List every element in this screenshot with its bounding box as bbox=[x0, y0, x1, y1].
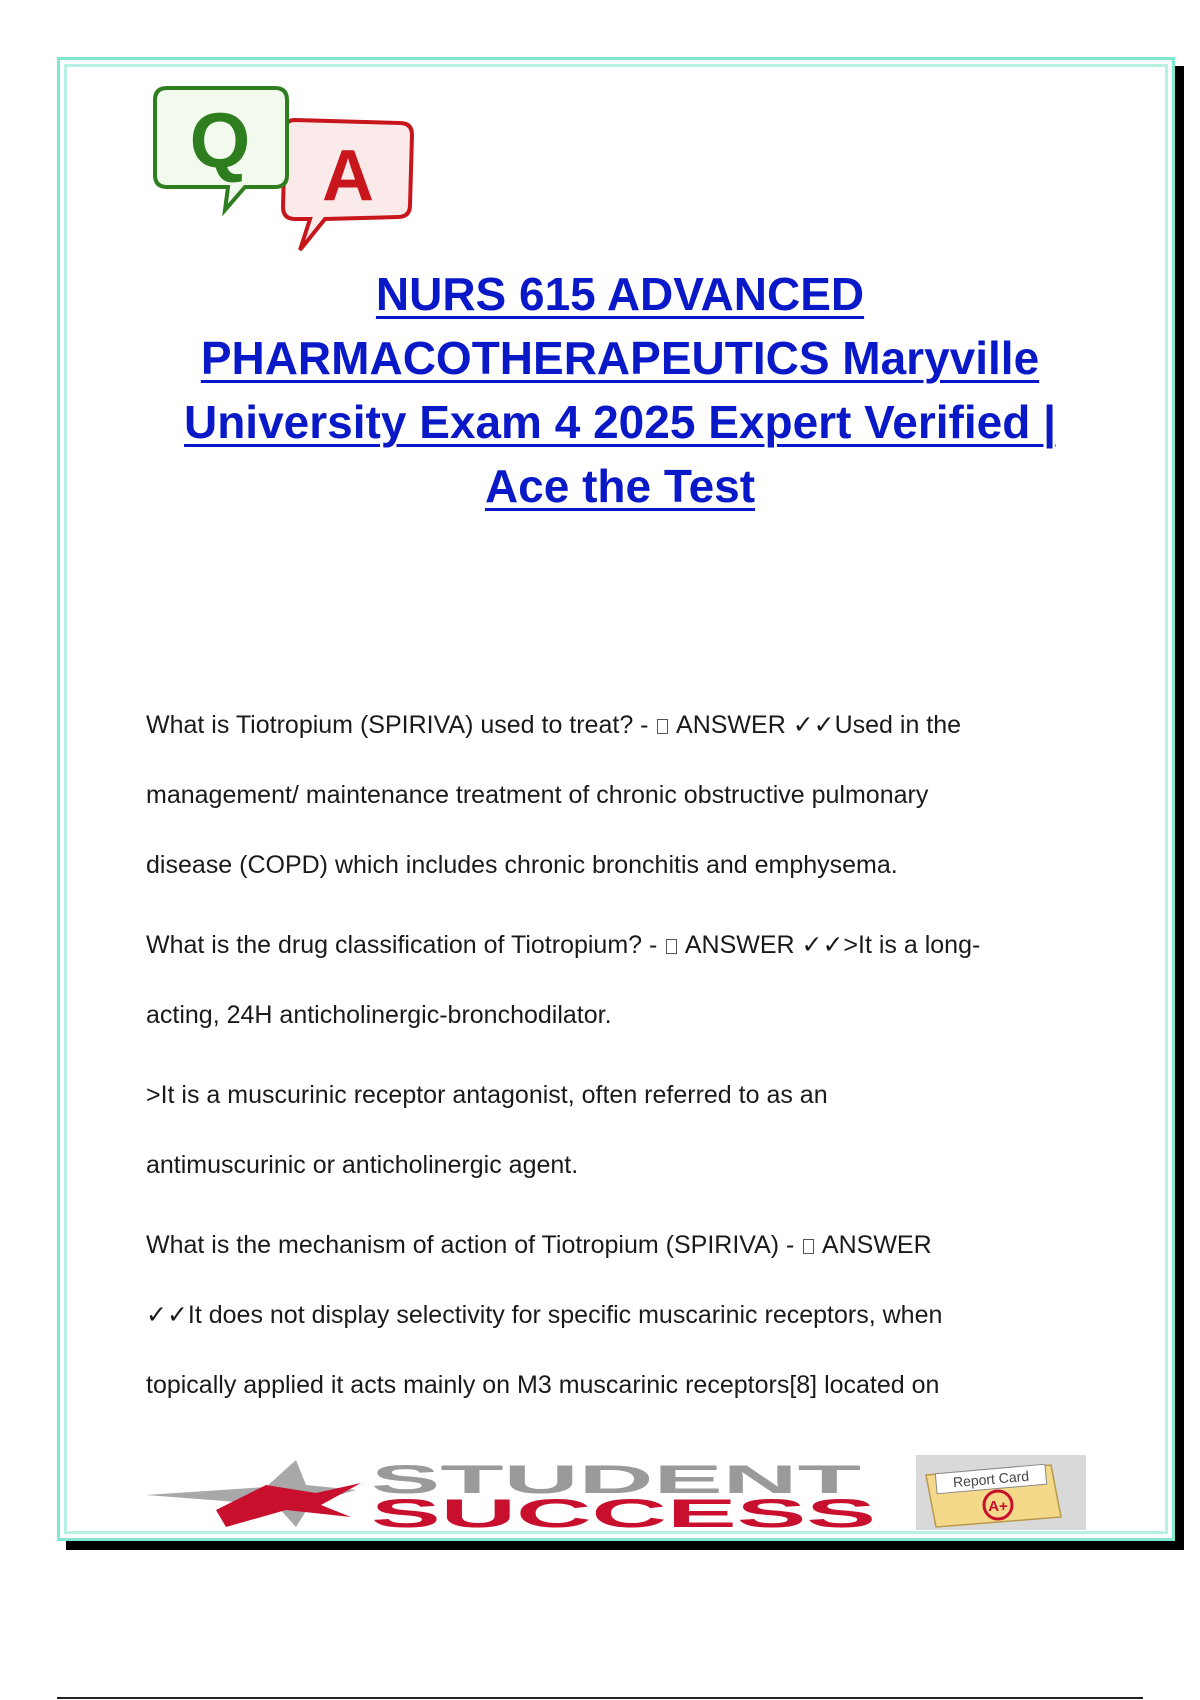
qa-item bbox=[146, 690, 1096, 900]
title-line: NURS 615 ADVANCED bbox=[375, 268, 865, 320]
text-line: ✓✓It does not display selectivity for specific muscarinic receptors, when bbox=[146, 1301, 943, 1329]
q-speech-bubble-icon bbox=[155, 88, 287, 210]
text-line: >It is a muscurinic receptor antagonist, often referred to as an bbox=[146, 1081, 828, 1109]
qa-content bbox=[146, 690, 1096, 1430]
text-line: What is the drug classification of Tiotropium? - ANSWER ✓✓>It is a long- bbox=[146, 931, 981, 959]
qa-item bbox=[146, 1060, 1096, 1200]
text-line: disease (COPD) which includes chronic bronchitis and emphysema. bbox=[146, 851, 898, 879]
star-swoosh-icon bbox=[146, 1460, 361, 1527]
text-line: What is the mechanism of action of Tiotropium (SPIRIVA) - ANSWER bbox=[146, 1231, 932, 1259]
document-title[interactable] bbox=[140, 262, 1100, 518]
text-line: What is Tiotropium (SPIRIVA) used to treat? - ANSWER ✓✓Used in the bbox=[146, 711, 962, 739]
a-speech-bubble-icon bbox=[283, 120, 412, 250]
banner-word-success: SUCCESS bbox=[371, 1492, 876, 1530]
missing-glyph-icon bbox=[803, 1239, 814, 1254]
qa-item bbox=[146, 1210, 1096, 1420]
a-letter: A bbox=[322, 136, 374, 216]
report-card-label: Report Card bbox=[952, 1467, 1030, 1491]
banner-word-student: STUDENT bbox=[371, 1458, 861, 1502]
text-line: antimuscurinic or anticholinergic agent. bbox=[146, 1151, 579, 1179]
student-success-banner bbox=[146, 1455, 1086, 1530]
q-letter: Q bbox=[189, 96, 251, 184]
text-line: management/ maintenance treatment of chronic obstructive pulmonary bbox=[146, 781, 929, 809]
text-line: topically applied it acts mainly on M3 muscarinic receptors[8] located on bbox=[146, 1371, 940, 1399]
qa-item bbox=[146, 910, 1096, 1050]
missing-glyph-icon bbox=[657, 719, 668, 734]
title-line: PHARMACOTHERAPEUTICS Maryville bbox=[200, 332, 1040, 384]
missing-glyph-icon bbox=[666, 939, 677, 954]
report-card-grade: A+ bbox=[988, 1498, 1008, 1515]
bottom-rule bbox=[57, 1697, 1143, 1699]
qa-logo bbox=[150, 85, 450, 260]
report-card-icon bbox=[916, 1455, 1086, 1530]
title-line: University Exam 4 2025 Expert Verified | bbox=[183, 396, 1056, 448]
text-line: acting, 24H anticholinergic-bronchodilator. bbox=[146, 1001, 612, 1029]
title-line: Ace the Test bbox=[484, 460, 756, 512]
